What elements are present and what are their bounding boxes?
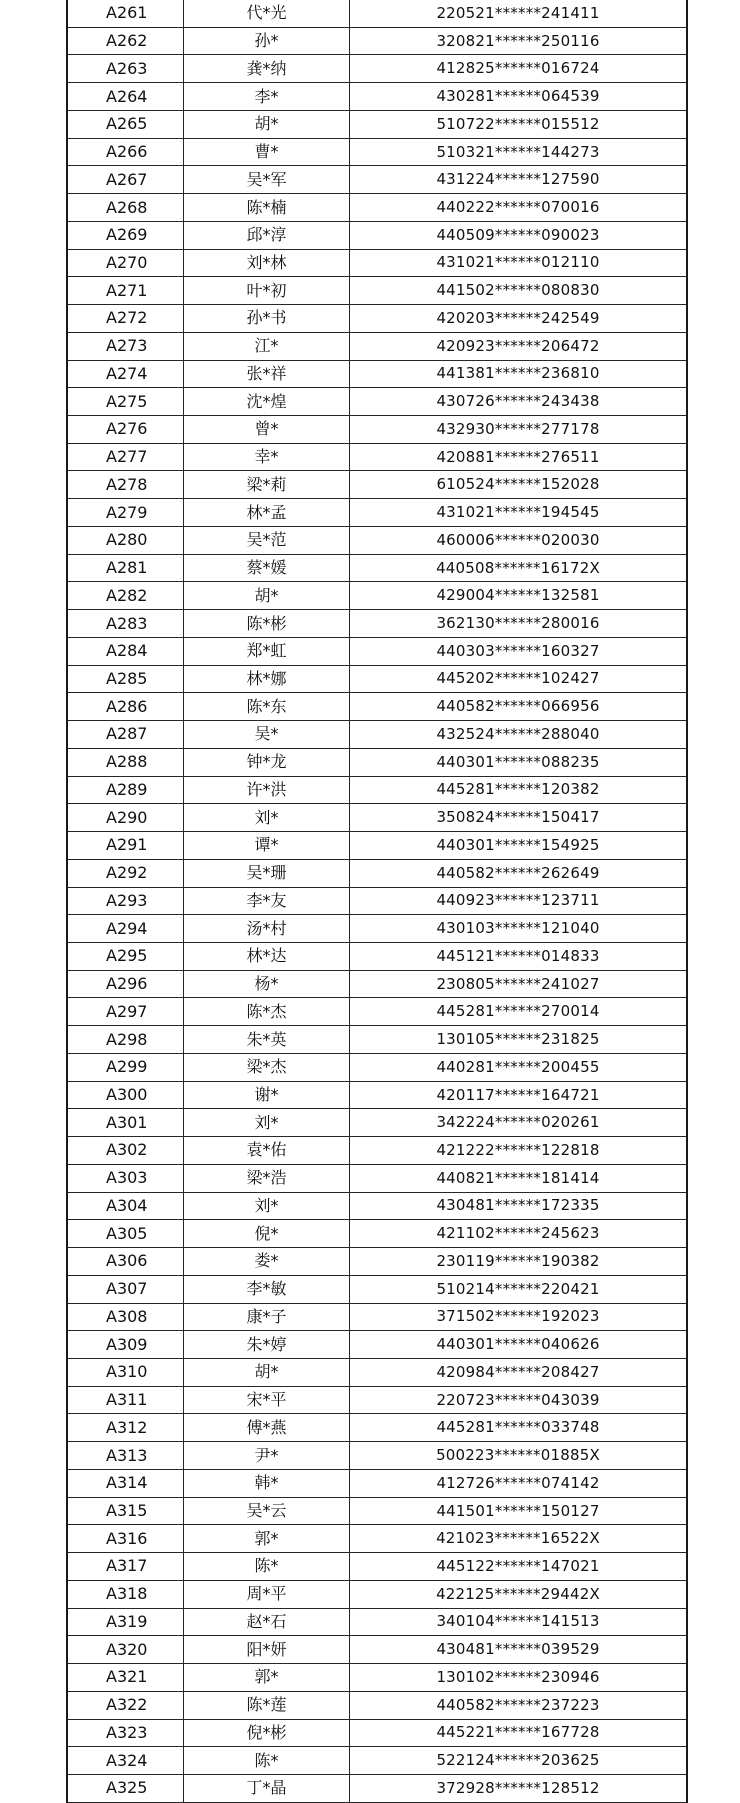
name-cell: 钟*龙 [184,749,350,776]
id-number-cell: 430481******039529 [436,1640,600,1659]
serial-number-cell: A286 [68,693,184,720]
serial-number-cell: A271 [68,277,184,304]
id-number-cell: 430481******172335 [436,1196,600,1215]
name-cell: 孙* [184,28,350,55]
name-cell: 梁*浩 [184,1165,350,1192]
serial-number-cell: A312 [68,1414,184,1441]
table-row [68,998,686,1026]
serial-number-cell: A266 [68,139,184,166]
serial-number-cell: A317 [68,1553,184,1580]
table-row [68,471,686,499]
table-row [68,28,686,56]
id-number-cell: 422125******29442X [436,1584,600,1603]
table-row [68,1193,686,1221]
serial-number-cell: A296 [68,971,184,998]
serial-number-cell: A292 [68,860,184,887]
table-row [68,1609,686,1637]
serial-number-cell: A323 [68,1720,184,1747]
id-number-cell: 510321******144273 [436,142,600,161]
id-number-cell: 440301******154925 [436,835,600,854]
serial-number-cell: A277 [68,444,184,471]
table-row [68,915,686,943]
id-number-cell: 441502******080830 [436,281,600,300]
serial-number-cell: A281 [68,555,184,582]
id-number-cell: 320821******250116 [436,31,600,50]
name-cell: 胡* [184,111,350,138]
name-cell: 邱*淳 [184,222,350,249]
serial-number-cell: A283 [68,610,184,637]
id-number-cell: 440301******040626 [436,1335,600,1354]
id-number-cell: 130102******230946 [436,1667,600,1686]
table-row [68,0,686,28]
id-number-cell: 372928******128512 [436,1778,600,1797]
serial-number-cell: A308 [68,1304,184,1331]
id-number-cell: 440582******066956 [436,697,600,716]
serial-number-cell: A290 [68,804,184,831]
id-number-cell: 432930******277178 [436,419,600,438]
serial-number-cell: A264 [68,83,184,110]
table-row [68,83,686,111]
id-number-cell: 431021******012110 [436,253,600,272]
name-cell: 吴*范 [184,527,350,554]
serial-number-cell: A303 [68,1165,184,1192]
name-cell: 倪*彬 [184,1720,350,1747]
table-row [68,1498,686,1526]
table-row [68,1359,686,1387]
table-row [68,1082,686,1110]
serial-number-cell: A297 [68,998,184,1025]
id-number-cell: 460006******020030 [436,530,600,549]
serial-number-cell: A280 [68,527,184,554]
name-cell: 吴*军 [184,166,350,193]
id-number-cell: 430281******064539 [436,87,600,106]
serial-number-cell: A262 [68,28,184,55]
table-row [68,388,686,416]
id-number-cell: 420923******206472 [436,336,600,355]
id-number-cell: 500223******01885X [436,1446,600,1465]
id-number-cell: 445281******033748 [436,1418,600,1437]
table-row [68,1165,686,1193]
id-number-cell: 420881******276511 [436,447,600,466]
table-row [68,1220,686,1248]
name-cell: 陈*彬 [184,610,350,637]
serial-number-cell: A309 [68,1331,184,1358]
serial-number-cell: A287 [68,721,184,748]
name-cell: 幸* [184,444,350,471]
table-row [68,194,686,222]
id-number-cell: 230805******241027 [436,974,600,993]
table-row [68,1054,686,1082]
name-cell: 江* [184,333,350,360]
table-row [68,1304,686,1332]
serial-number-cell: A298 [68,1026,184,1053]
name-cell: 吴* [184,721,350,748]
id-number-cell: 440582******237223 [436,1695,600,1714]
id-number-cell: 510214******220421 [436,1279,600,1298]
name-cell: 韩* [184,1470,350,1497]
serial-number-cell: A291 [68,832,184,859]
name-cell: 周*平 [184,1581,350,1608]
serial-number-cell: A267 [68,166,184,193]
name-cell: 郑*虹 [184,638,350,665]
serial-number-cell: A276 [68,416,184,443]
table-row [68,555,686,583]
serial-number-cell: A324 [68,1747,184,1774]
name-cell: 刘* [184,1109,350,1136]
table-row [68,777,686,805]
serial-number-cell: A285 [68,666,184,693]
id-number-cell: 412825******016724 [436,59,600,78]
name-cell: 张*祥 [184,361,350,388]
serial-number-cell: A305 [68,1220,184,1247]
id-number-cell: 445281******270014 [436,1002,600,1021]
name-cell: 朱*英 [184,1026,350,1053]
table-row [68,527,686,555]
serial-number-cell: A301 [68,1109,184,1136]
table-row [68,1137,686,1165]
id-number-cell: 421222******122818 [436,1140,600,1159]
name-cell: 陈*东 [184,693,350,720]
name-cell: 谭* [184,832,350,859]
name-cell: 傅*燕 [184,1414,350,1441]
id-number-cell: 220723******043039 [436,1390,600,1409]
table-row [68,1470,686,1498]
name-cell: 阳*妍 [184,1636,350,1663]
serial-number-cell: A304 [68,1193,184,1220]
serial-number-cell: A279 [68,499,184,526]
table-row [68,250,686,278]
id-number-cell: 431224******127590 [436,170,600,189]
serial-number-cell: A284 [68,638,184,665]
name-cell: 尹* [184,1442,350,1469]
serial-number-cell: A316 [68,1525,184,1552]
table-row [68,749,686,777]
name-cell: 康*子 [184,1304,350,1331]
name-cell: 陈* [184,1747,350,1774]
name-cell: 赵*石 [184,1609,350,1636]
name-cell: 吴*云 [184,1498,350,1525]
id-number-cell: 440303******160327 [436,641,600,660]
name-cell: 胡* [184,1359,350,1386]
id-number-cell: 440821******181414 [436,1168,600,1187]
name-cell: 杨* [184,971,350,998]
table-row [68,444,686,472]
table-row [68,1692,686,1720]
table-row [68,804,686,832]
name-cell: 郭* [184,1664,350,1691]
table-row [68,860,686,888]
table-row [68,832,686,860]
name-cell: 沈*煌 [184,388,350,415]
name-cell: 梁*杰 [184,1054,350,1081]
id-number-cell: 430103******121040 [436,919,600,938]
table-row [68,333,686,361]
id-number-cell: 429004******132581 [436,586,600,605]
table-row [68,1525,686,1553]
name-cell: 林*孟 [184,499,350,526]
id-number-cell: 440301******088235 [436,752,600,771]
table-row [68,582,686,610]
name-cell: 梁*莉 [184,471,350,498]
table-row [68,111,686,139]
name-cell: 陈*楠 [184,194,350,221]
name-cell: 郭* [184,1525,350,1552]
id-number-cell: 441501******150127 [436,1501,600,1520]
id-number-cell: 431021******194545 [436,503,600,522]
name-cell: 刘*林 [184,250,350,277]
table-row [68,888,686,916]
id-number-cell: 445122******147021 [436,1556,600,1575]
table-row [68,222,686,250]
id-number-cell: 432524******288040 [436,724,600,743]
id-number-cell: 445281******120382 [436,780,600,799]
table-row [68,1636,686,1664]
table-row [68,1331,686,1359]
serial-number-cell: A319 [68,1609,184,1636]
id-number-cell: 342224******020261 [436,1113,600,1132]
name-cell: 陈*杰 [184,998,350,1025]
table-row [68,361,686,389]
roster-table [66,0,688,1803]
name-cell: 林*娜 [184,666,350,693]
serial-number-cell: A293 [68,888,184,915]
name-cell: 许*洪 [184,777,350,804]
id-number-cell: 340104******141513 [436,1612,600,1631]
name-cell: 胡* [184,582,350,609]
id-number-cell: 440281******200455 [436,1057,600,1076]
table-row [68,1387,686,1415]
serial-number-cell: A278 [68,471,184,498]
table-row [68,1553,686,1581]
serial-number-cell: A310 [68,1359,184,1386]
id-number-cell: 350824******150417 [436,808,600,827]
serial-number-cell: A294 [68,915,184,942]
serial-number-cell: A307 [68,1276,184,1303]
serial-number-cell: A325 [68,1775,184,1802]
name-cell: 曹* [184,139,350,166]
name-cell: 李*敏 [184,1276,350,1303]
serial-number-cell: A272 [68,305,184,332]
id-number-cell: 420117******164721 [436,1085,600,1104]
name-cell: 李* [184,83,350,110]
table-row [68,1775,686,1803]
table-row [68,971,686,999]
table-row [68,305,686,333]
serial-number-cell: A261 [68,0,184,27]
name-cell: 吴*珊 [184,860,350,887]
serial-number-cell: A282 [68,582,184,609]
name-cell: 倪* [184,1220,350,1247]
id-number-cell: 130105******231825 [436,1030,600,1049]
name-cell: 叶*初 [184,277,350,304]
name-cell: 孙*书 [184,305,350,332]
name-cell: 龚*纳 [184,55,350,82]
name-cell: 李*友 [184,888,350,915]
id-number-cell: 445121******014833 [436,946,600,965]
name-cell: 汤*村 [184,915,350,942]
table-row [68,1747,686,1775]
serial-number-cell: A321 [68,1664,184,1691]
table-row [68,638,686,666]
table-row [68,721,686,749]
id-number-cell: 430726******243438 [436,392,600,411]
table-row [68,166,686,194]
table-row [68,499,686,527]
table-row [68,139,686,167]
name-cell: 袁*佑 [184,1137,350,1164]
id-number-cell: 220521******241411 [436,3,600,22]
id-number-cell: 522124******203625 [436,1751,600,1770]
serial-number-cell: A314 [68,1470,184,1497]
table-row [68,55,686,83]
name-cell: 陈*莲 [184,1692,350,1719]
id-number-cell: 412726******074142 [436,1473,600,1492]
name-cell: 林*达 [184,943,350,970]
table-row [68,666,686,694]
table-row [68,693,686,721]
serial-number-cell: A299 [68,1054,184,1081]
serial-number-cell: A270 [68,250,184,277]
id-number-cell: 362130******280016 [436,614,600,633]
name-cell: 刘* [184,804,350,831]
name-cell: 刘* [184,1193,350,1220]
table-row [68,1026,686,1054]
serial-number-cell: A288 [68,749,184,776]
serial-number-cell: A300 [68,1082,184,1109]
table-row [68,1664,686,1692]
serial-number-cell: A275 [68,388,184,415]
id-number-cell: 421023******16522X [436,1529,600,1548]
serial-number-cell: A313 [68,1442,184,1469]
name-cell: 蔡*媛 [184,555,350,582]
id-number-cell: 445221******167728 [436,1723,600,1742]
serial-number-cell: A263 [68,55,184,82]
id-number-cell: 441381******236810 [436,364,600,383]
serial-number-cell: A289 [68,777,184,804]
table-row [68,277,686,305]
id-number-cell: 371502******192023 [436,1307,600,1326]
table-row [68,1276,686,1304]
serial-number-cell: A322 [68,1692,184,1719]
name-cell: 朱*婷 [184,1331,350,1358]
serial-number-cell: A315 [68,1498,184,1525]
id-number-cell: 440923******123711 [436,891,600,910]
serial-number-cell: A302 [68,1137,184,1164]
serial-number-cell: A269 [68,222,184,249]
serial-number-cell: A265 [68,111,184,138]
serial-number-cell: A311 [68,1387,184,1414]
id-number-cell: 230119******190382 [436,1251,600,1270]
name-cell: 宋*平 [184,1387,350,1414]
serial-number-cell: A320 [68,1636,184,1663]
table-row [68,610,686,638]
id-number-cell: 610524******152028 [436,475,600,494]
serial-number-cell: A268 [68,194,184,221]
id-number-cell: 420203******242549 [436,308,600,327]
id-number-cell: 440582******262649 [436,863,600,882]
name-cell: 陈* [184,1553,350,1580]
id-number-cell: 440509******090023 [436,225,600,244]
id-number-cell: 440508******16172X [436,558,600,577]
serial-number-cell: A295 [68,943,184,970]
name-cell: 谢* [184,1082,350,1109]
table-row [68,1248,686,1276]
id-number-cell: 420984******208427 [436,1362,600,1381]
serial-number-cell: A306 [68,1248,184,1275]
table-row [68,1109,686,1137]
name-cell: 曾* [184,416,350,443]
table-row [68,1720,686,1748]
id-number-cell: 421102******245623 [436,1224,600,1243]
table-row [68,1414,686,1442]
id-number-cell: 510722******015512 [436,114,600,133]
table-row [68,416,686,444]
serial-number-cell: A273 [68,333,184,360]
id-number-cell: 445202******102427 [436,669,600,688]
serial-number-cell: A274 [68,361,184,388]
serial-number-cell: A318 [68,1581,184,1608]
name-cell: 代*光 [184,0,350,27]
table-row [68,1442,686,1470]
name-cell: 丁*晶 [184,1775,350,1802]
table-row [68,1581,686,1609]
name-cell: 娄* [184,1248,350,1275]
table-row [68,943,686,971]
id-number-cell: 440222******070016 [436,198,600,216]
